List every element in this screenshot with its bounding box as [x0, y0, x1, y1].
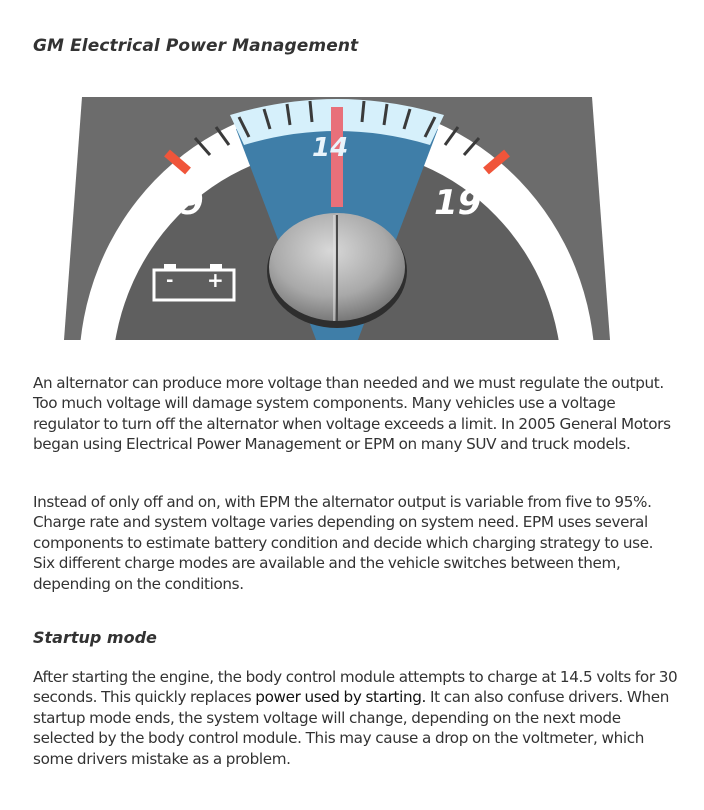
- gauge-label-high: 19: [434, 183, 482, 223]
- voltmeter-gauge-image: [64, 95, 610, 340]
- paragraph-epm: Instead of only off and on, with EPM the alternator output is variable from five to 95%. Charge rate and system voltage varies depending on system need. EPM uses several components to estimate battery condition and decide which charging strategy to use. Six different charge modes are available and the vehicle switches between them, depending on the conditions.: [33, 493, 654, 593]
- gauge-label-mid: 14: [312, 133, 349, 163]
- highlighted-text: power used by starting.: [255, 688, 426, 707]
- section-heading-startup-mode: Startup mode: [33, 628, 157, 647]
- paragraph-intro: An alternator can produce more voltage than needed and we must regulate the output. Too much voltage will damage system components. Many vehicles use a voltage regulator to turn off the alternator when voltage exceeds a limit. In 2005 General Motors began using Electrical Power Management or EPM on many SUV and truck models.: [33, 374, 671, 454]
- paragraph-startup-mode: [33, 667, 678, 769]
- page-title: GM Electrical Power Management: [33, 36, 359, 56]
- battery-minus-symbol: -: [166, 270, 174, 291]
- gauge-label-low: 9: [180, 183, 204, 223]
- battery-plus-symbol: +: [207, 268, 224, 292]
- text-after: It can also confuse drivers. When startup mode ends, the system voltage will change, depending on the next mode selected by the body control module. This may cause a drop on the voltmeter, which some drivers mistake as a problem.: [33, 688, 670, 768]
- text-before: After starting the engine, the body control module attempts to charge at 14.5 volts for 30 seconds. This quickly replaces: [33, 668, 678, 707]
